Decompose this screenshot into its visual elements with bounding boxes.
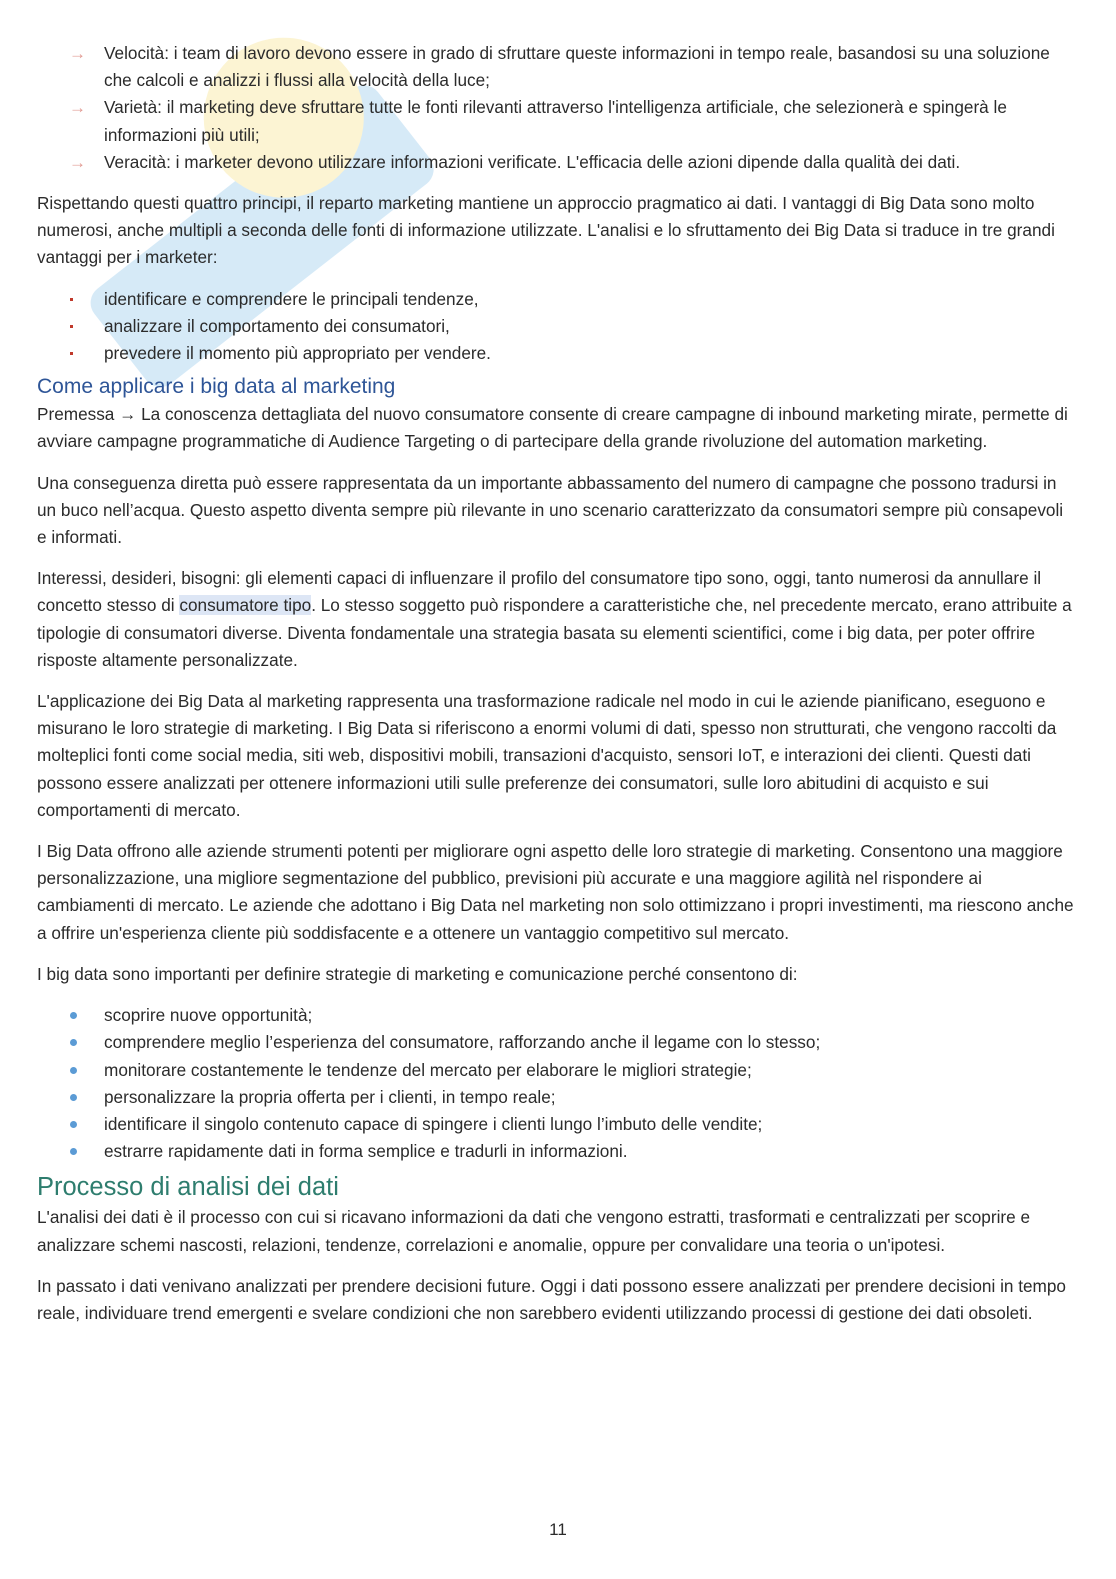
square-bullet-icon (70, 325, 73, 328)
list-item: → Veracità: i marketer devono utilizzare informazioni verificate. L'efficacia delle azioni dipende dalla qualità dei dati. (37, 149, 1077, 176)
square-bullet-icon (70, 352, 73, 355)
heading-apply-big-data: Come applicare i big data al marketing (37, 375, 396, 399)
arrow-right-icon: → (69, 98, 86, 118)
round-bullet-icon (70, 1148, 77, 1155)
list-item: comprendere meglio l’esperienza del consumatore, rafforzando anche il legame con lo stesso; (37, 1029, 1077, 1056)
round-bullet-icon (70, 1121, 77, 1128)
paragraph-premise: Premessa → La conoscenza dettagliata del nuovo consumatore consente di creare campagne di inbound marketing mirate, permette di avviare campagne programmatiche di Audience Targeting o di partecipare della grande rivoluzione del automation marketing. (37, 404, 1068, 452)
heading-data-analysis-process: Processo di analisi dei dati (37, 1173, 339, 1202)
list-item: prevedere il momento più appropriato per vendere. (37, 340, 1077, 367)
list-item: personalizzare la propria offerta per i clienti, in tempo reale; (37, 1084, 1077, 1111)
document-page (37, 40, 1077, 1341)
arrow-right-icon: → (69, 44, 86, 63)
paragraph-principles: Rispettando questi quattro principi, il reparto marketing mantiene un approccio pragmatico ai dati. I vantaggi di Big Data sono molto numerosi, anche multipli a seconda delle fonti di informazione utilizzate. L'analisi e lo sfruttamento dei Big Data si traduce in tre grandi vantaggi per i marketer: (37, 193, 1055, 268)
list-item: monitorare costantemente le tendenze del mercato per elaborare le migliori strategie; (37, 1057, 1077, 1084)
advantages-list (37, 286, 1077, 368)
highlighted-text: consumatore tipo (179, 595, 312, 616)
benefits-list (37, 1002, 1077, 1165)
paragraph-past: In passato i dati venivano analizzati per prendere decisioni future. Oggi i dati possono essere analizzati per prendere decisioni in tempo reale, individuare trend emergenti e svelare condizioni che non sarebbero evidenti utilizzando processi di gestione dei dati obsoleti. (37, 1275, 1066, 1323)
paragraph-application: L'applicazione dei Big Data al marketing rappresenta una trasformazione radicale nel modo in cui le aziende pianificano, eseguono e misurano le loro strategie di marketing. I Big Data si riferiscono a enormi volumi di dati, spesso non strutturati, che vengono raccolti da molteplici fonti come social media, siti web, dispositivi mobili, transazioni d'acquisto, sensori IoT, e interazioni dei clienti. Questi dati possono essere analizzati per ottenere informazioni utili sulle preferenze dei consumatori, sulle loro abitudini di acquisto e sui comportamenti di mercato. (37, 691, 1057, 820)
intro-list (37, 40, 1077, 176)
paragraph-interests: Interessi, desideri, bisogni: gli elementi capaci di influenzare il profilo del consumatore tipo sono, oggi, tanto numerosi da annullare il concetto stesso di consumatore tipo. Lo stesso soggetto può rispondere a caratteristiche che, nel precedente mercato, erano attribuite a tipologie di consumatori diverse. Diventa fondamentale una strategia basata su elementi scientifici, come i big data, per poter offrire risposte altamente personalizzate. (37, 568, 1072, 670)
list-item: analizzare il comportamento dei consumatori, (37, 313, 1077, 340)
list-item: scoprire nuove opportunità; (37, 1002, 1077, 1029)
round-bullet-icon (70, 1067, 77, 1074)
paragraph-analysis: L'analisi dei dati è il processo con cui si ricavano informazioni da dati che vengono estratti, trasformati e centralizzati per scoprire e analizzare schemi nascosti, relazioni, tendenze, correlazioni e anomalie, oppure per convalidare una teoria o un'ipotesi. (37, 1207, 1031, 1255)
list-item: → Velocità: i team di lavoro devono essere in grado di sfruttare queste informazioni in tempo reale, basandosi su una soluzione che calcoli e analizzi i flussi alla velocità della luce; (37, 40, 1077, 94)
paragraph-consequence: Una conseguenza diretta può essere rappresentata da un importante abbassamento del numero di campagne che possono tradursi in un buco nell’acqua. Questo aspetto diventa sempre più rilevante in uno scenario caratterizzato da consumatori sempre più consapevoli e informati. (37, 472, 1064, 548)
round-bullet-icon (70, 1012, 77, 1019)
list-item: identificare il singolo contenuto capace di spingere i clienti lungo l’imbuto delle vendite; (37, 1111, 1077, 1138)
round-bullet-icon (70, 1094, 77, 1101)
list-item: estrarre rapidamente dati in forma semplice e tradurli in informazioni. (37, 1138, 1077, 1165)
list-item: identificare e comprendere le principali tendenze, (37, 286, 1077, 313)
list-item: → Varietà: il marketing deve sfruttare tutte le fonti rilevanti attraverso l'intelligenza artificiale, che selezionerà e spingerà le informazioni più utili; (37, 94, 1077, 148)
square-bullet-icon (70, 298, 73, 301)
paragraph-important: I big data sono importanti per definire strategie di marketing e comunicazione perché consentono di: (37, 963, 798, 984)
page-number: 11 (549, 1520, 567, 1539)
arrow-right-icon: → (69, 152, 86, 172)
paragraph-tools: I Big Data offrono alle aziende strumenti potenti per migliorare ogni aspetto delle loro strategie di marketing. Consentono una maggiore personalizzazione, una migliore segmentazione del pubblico, previsioni più accurate e una maggiore agilità nel rispondere ai cambiamenti di mercato. Le aziende che adottano i Big Data nel marketing non solo ottimizzano i propri investimenti, ma riescono anche a offrire un'esperienza cliente più soddisfacente e a ottenere un vantaggio competitivo sul mercato. (37, 841, 1074, 943)
round-bullet-icon (70, 1039, 77, 1046)
